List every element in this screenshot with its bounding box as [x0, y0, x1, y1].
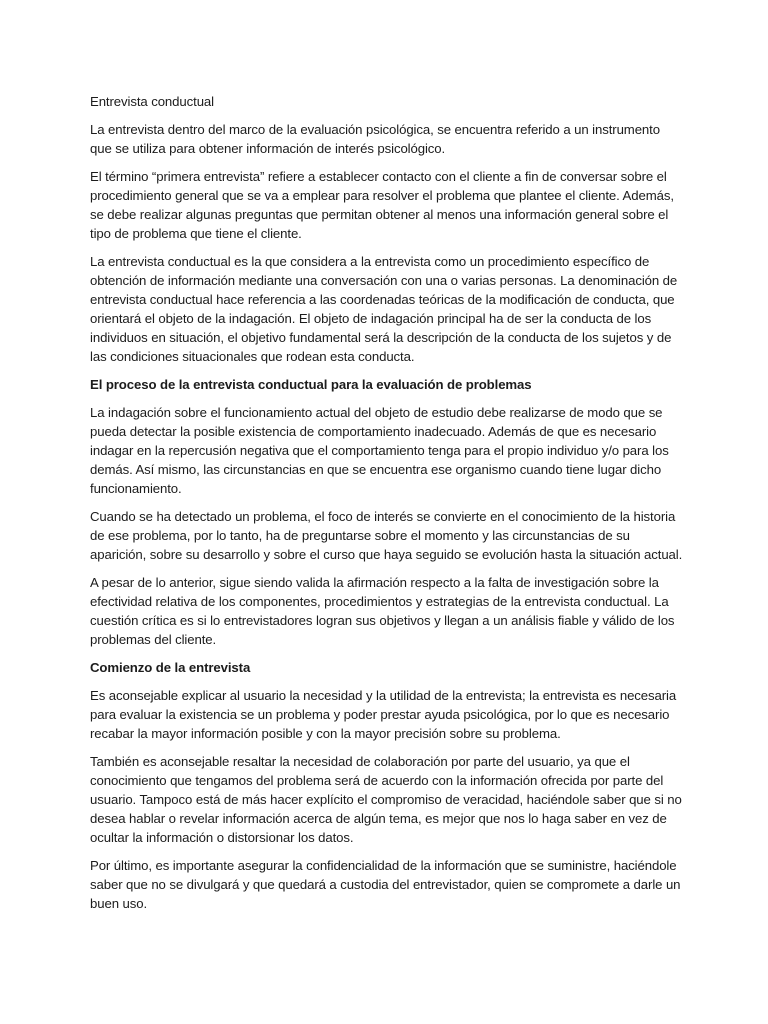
paragraph-4: La indagación sobre el funcionamiento actual del objeto de estudio debe realizarse de modo que se pueda detectar la posible existencia de comportamiento inadecuado. Además de que es necesario indagar en la repercusión negativa que el comportamiento tenga para el propio individuo y/o para los demás. Así mismo, las circunstancias en que se encuentra ese organismo cuando tiene lugar dicho funcionamiento.: [90, 405, 669, 496]
document-page: [90, 92, 684, 922]
paragraph-7: Es aconsejable explicar al usuario la necesidad y la utilidad de la entrevista; la entrevista es necesaria para evaluar la existencia se un problema y poder prestar ayuda psicológica, por lo que es necesario recabar la mayor información posible y con la mayor precisión sobre su problema.: [90, 688, 677, 741]
paragraph-3: La entrevista conductual es la que considera a la entrevista como un procedimiento específico de obtención de información mediante una conversación con una o varias personas. La denominación de entrevista conductual hace referencia a las coordenadas teóricas de la modificación de conducta, que orientará el objeto de la indagación. El objeto de indagación principal ha de ser la conducta de los individuos en situación, el objetivo fundamental será la descripción de la conducta de los sujetos y de las condiciones situacionales que rodean esta conducta.: [90, 254, 678, 364]
document-title: Entrevista conductual: [90, 94, 214, 109]
paragraph-9: Por último, es importante asegurar la confidencialidad de la información que se suministre, haciéndole saber que no se divulgará y que quedará a custodia del entrevistador, quien se compromete a darle un buen uso.: [90, 858, 681, 911]
section-heading-proceso: El proceso de la entrevista conductual para la evaluación de problemas: [90, 377, 532, 392]
paragraph-1: La entrevista dentro del marco de la evaluación psicológica, se encuentra referido a un instrumento que se utiliza para obtener información de interés psicológico.: [90, 122, 660, 156]
paragraph-5: Cuando se ha detectado un problema, el foco de interés se convierte en el conocimiento de la historia de ese problema, por lo tanto, ha de preguntarse sobre el momento y las circunstancias de su aparición, sobre su desarrollo y sobre el curso que haya seguido se evolución hasta la situación actual.: [90, 509, 683, 562]
section-heading-comienzo: Comienzo de la entrevista: [90, 660, 251, 675]
paragraph-6: A pesar de lo anterior, sigue siendo valida la afirmación respecto a la falta de investigación sobre la efectividad relativa de los componentes, procedimientos y estrategias de la entrevista conductual. La cuestión crítica es si lo entrevistadores logran sus objetivos y llegan a un análisis fiable y válido de los problemas del cliente.: [90, 575, 675, 647]
paragraph-2: El término “primera entrevista” refiere a establecer contacto con el cliente a fin de conversar sobre el procedimiento general que se va a emplear para resolver el problema que plantee el cliente. Además, se debe realizar algunas preguntas que permitan obtener al menos una información general sobre el tipo de problema que tiene el cliente.: [90, 169, 674, 241]
paragraph-8: También es aconsejable resaltar la necesidad de colaboración por parte del usuario, ya que el conocimiento que tengamos del problema será de acuerdo con la información ofrecida por parte del usuario. Tampoco está de más hacer explícito el compromiso de veracidad, haciéndole saber que si no desea hablar o revelar información acerca de algún tema, es mejor que nos lo haga saber en vez de ocultar la información o distorsionar los datos.: [90, 754, 682, 845]
